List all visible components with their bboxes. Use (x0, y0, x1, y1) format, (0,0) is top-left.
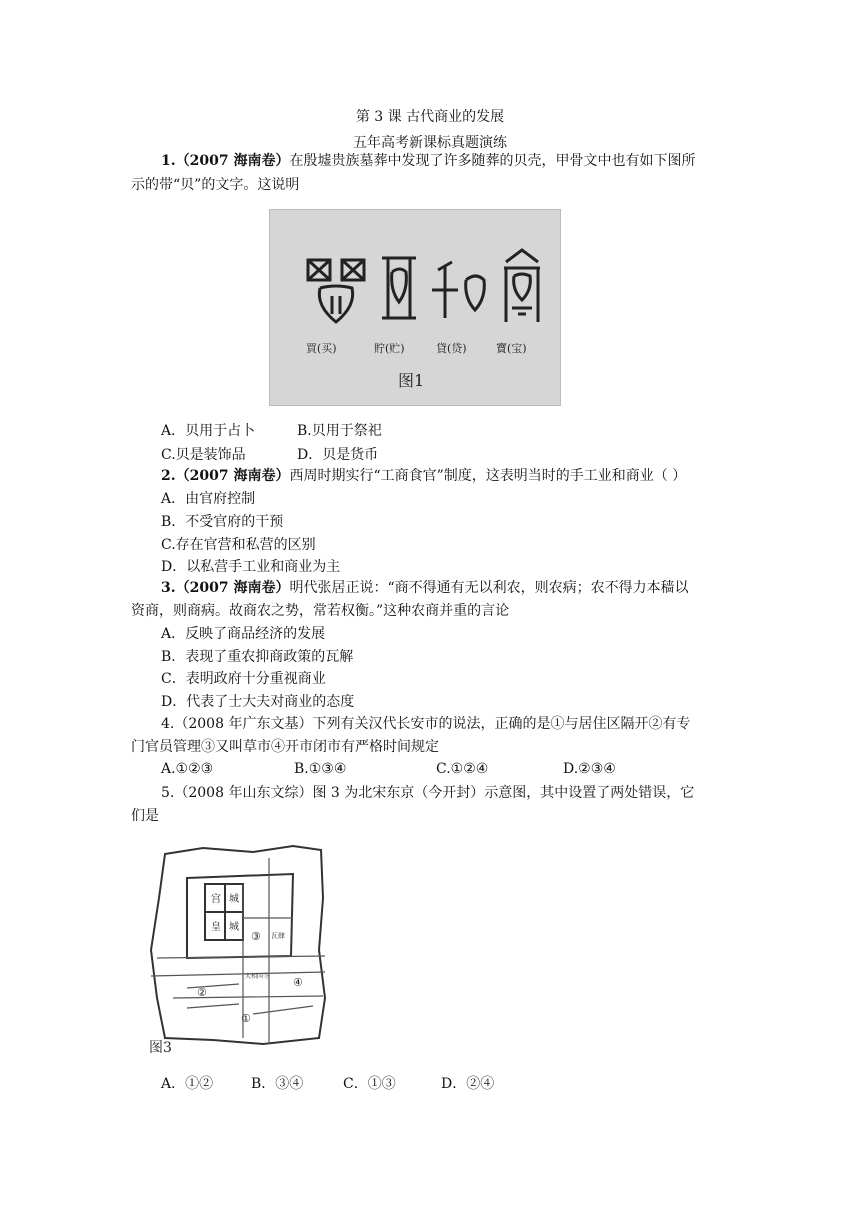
q4-option-a: A.①②③ (161, 761, 214, 777)
q5-line2: 们是 (131, 808, 159, 824)
map-marker-4: ④ (293, 976, 303, 989)
q1-option-a: A．贝用于占卜 (161, 423, 256, 439)
q2-option-c: C.存在官营和私营的区别 (161, 537, 316, 553)
q3-option-d: D．代表了士大夫对商业的态度 (161, 694, 355, 710)
q5-text-1: 图 3 为北宋东京（今开封）示意图，其中设置了两处错误，它 (312, 785, 695, 801)
q3-source: （2007 海南卷） (175, 580, 290, 596)
q5-option-d: D．②④ (441, 1076, 495, 1092)
q4-option-d: D.②③④ (563, 761, 616, 777)
map-label-temple: 大相国寺 (245, 973, 270, 980)
lesson-title: 第 3 课 古代商业的发展 (355, 109, 505, 125)
q2-option-a: A．由官府控制 (161, 491, 256, 507)
map-label-cheng2: 城 (229, 922, 239, 933)
q5-line1 (161, 783, 694, 803)
map-marker-2: ② (197, 986, 207, 999)
q1-source: （2007 海南卷） (175, 153, 290, 169)
map-label-huang: 皇 (211, 922, 221, 933)
q1-line2: 示的带“贝”的文字。这说明 (131, 177, 300, 193)
q2-number: 2. (161, 468, 176, 484)
figure3-caption: 图3 (149, 1040, 172, 1056)
q4-line2: 门官员管理③又叫草市④开市闭市有严格时间规定 (131, 739, 439, 755)
q2-option-d: D．以私营手工业和商业为主 (161, 559, 341, 575)
glyph-label-3: 貸(贷) (436, 342, 467, 355)
q3-line1 (161, 578, 689, 598)
q5-number: 5. (161, 785, 175, 801)
map-label-cheng1: 城 (229, 894, 239, 905)
q3-line2: 资商，则商病。故商农之势，常若权衡。”这种农商并重的言论 (131, 603, 510, 619)
q4-option-c: C.①②④ (436, 761, 489, 777)
q4-option-b: B.①③④ (294, 761, 347, 777)
figure1-caption: 图1 (398, 371, 425, 390)
kaifeng-map-figure (143, 838, 328, 1058)
q3-option-c: C．表明政府十分重视商业 (161, 671, 326, 687)
map-label-wasi: 瓦肆 (271, 932, 285, 940)
kaifeng-map-image (143, 838, 328, 1058)
map-marker-1: ① (241, 1012, 251, 1025)
q3-number: 3. (161, 580, 176, 596)
oracle-bone-figure (269, 209, 561, 406)
map-marker-3: ③ (251, 930, 261, 943)
q3-option-a: A．反映了商品经济的发展 (161, 626, 326, 642)
q4-line1 (161, 714, 690, 734)
map-label-gong: 宫 (211, 894, 221, 905)
q1-text-1: 在殷墟贵族墓葬中发现了许多随葬的贝壳，甲骨文中也有如下图所 (289, 153, 696, 169)
q1-option-c: C.贝是装饰品 (161, 447, 246, 463)
q2-source: （2007 海南卷） (175, 468, 290, 484)
q3-option-b: B．表现了重农抑商政策的瓦解 (161, 649, 354, 665)
q2-option-b: B．不受官府的干预 (161, 514, 284, 530)
q1-option-d: D．贝是货币 (297, 447, 379, 463)
q5-option-c: C．①③ (343, 1076, 396, 1092)
q5-source: （2008 年山东文综） (174, 785, 313, 801)
section-subtitle: 五年高考新课标真题演练 (353, 135, 507, 151)
glyph-label-4: 寶(宝) (496, 342, 527, 355)
q5-option-b: B．③④ (251, 1076, 304, 1092)
glyph-label-1: 買(买) (306, 342, 337, 355)
q1-option-b: B.贝用于祭祀 (297, 423, 382, 439)
oracle-glyphs-image (270, 210, 560, 405)
q2-line1 (161, 466, 686, 486)
q5-option-a: A．①② (161, 1076, 214, 1092)
q4-source: （2008 年广东文基） (174, 716, 313, 732)
q2-text-1: 西周时期实行“工商食官”制度，这表明当时的手工业和商业（ ） (289, 468, 687, 484)
glyph-label-2: 貯(贮) (374, 342, 405, 355)
q1-number: 1. (161, 153, 176, 169)
q1-line1 (161, 151, 695, 171)
q4-number: 4. (161, 716, 175, 732)
q4-text-1: 下列有关汉代长安市的说法，正确的是①与居住区隔开②有专 (312, 716, 691, 732)
q3-text-1: 明代张居正说：“商不得通有无以利农，则农病；农不得力本穑以 (289, 580, 689, 596)
